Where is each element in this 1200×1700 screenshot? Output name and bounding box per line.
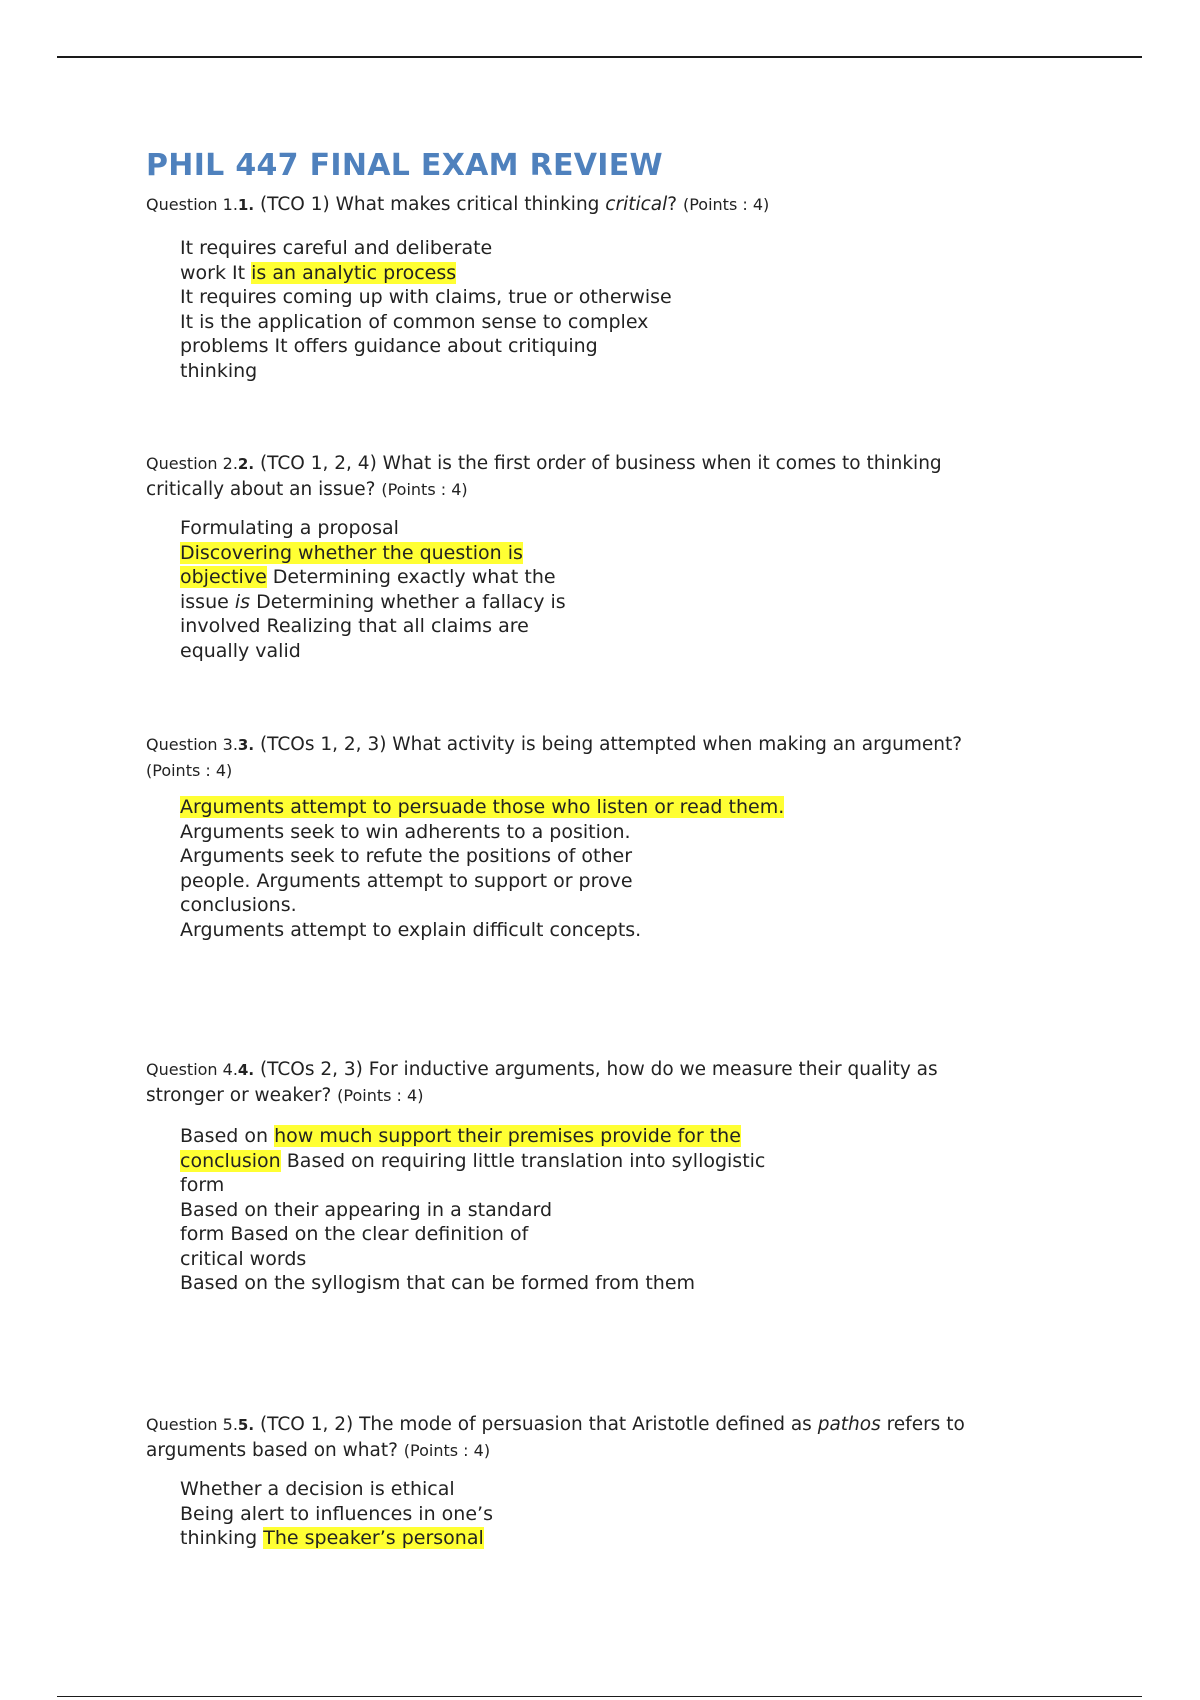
footer-rule bbox=[57, 1696, 1142, 1697]
answer-option: equally valid bbox=[180, 639, 301, 662]
question-2: Question 2.2. (TCO 1, 2, 4) What is the first order of business when it comes to thinking critically about an issue? (Points : 4) bbox=[146, 453, 942, 500]
answer-option: conclusions. bbox=[180, 894, 297, 916]
answer-option bbox=[180, 541, 566, 566]
answer-option: Based on how much support their premises provide for the bbox=[180, 1125, 741, 1147]
answer-list-1 bbox=[180, 236, 672, 383]
answer-option: form Based on the clear definition of bbox=[180, 1223, 529, 1245]
highlighted-answer: Discovering whether the question is bbox=[180, 541, 523, 564]
answer-list-4 bbox=[180, 1124, 765, 1296]
question-1: Question 1.1. (TCO 1) What makes critical thinking critical? (Points : 4) bbox=[146, 194, 770, 215]
answer-option: Being alert to influences in one’s bbox=[180, 1502, 493, 1525]
answer-option: Based on the syllogism that can be formed from them bbox=[180, 1272, 696, 1294]
highlighted-answer: The speaker’s personal bbox=[263, 1527, 484, 1549]
question-3: Question 3.3. (TCOs 1, 2, 3) What activity is being attempted when making an argument? (Points : 4) bbox=[146, 734, 963, 780]
question-4: Question 4.4. (TCOs 2, 3) For inductive arguments, how do we measure their quality as stronger or weaker? (Points : 4) bbox=[146, 1059, 938, 1106]
highlighted-answer: Arguments attempt to persuade those who listen or read them. bbox=[180, 796, 785, 818]
highlighted-answer: is an analytic process bbox=[251, 261, 457, 284]
answer-option: critical words bbox=[180, 1247, 307, 1270]
answer-option: Arguments seek to win adherents to a position. bbox=[180, 820, 631, 843]
answer-option: thinking bbox=[180, 359, 258, 382]
page-title: PHIL 447 FINAL EXAM REVIEW bbox=[146, 148, 663, 183]
answer-option: It is the application of common sense to complex bbox=[180, 310, 649, 333]
answer-option: problems It offers guidance about critiquing bbox=[180, 335, 598, 357]
answer-option: It requires coming up with claims, true or otherwise bbox=[180, 286, 672, 308]
answer-option: Whether a decision is ethical bbox=[180, 1478, 455, 1500]
answer-option: conclusion Based on requiring little translation into syllogistic bbox=[180, 1149, 766, 1172]
header-rule bbox=[57, 56, 1142, 58]
answer-option: work It is an analytic process bbox=[180, 261, 457, 284]
answer-option: objective Determining exactly what the bbox=[180, 566, 556, 588]
answer-option: Arguments attempt to explain difficult concepts. bbox=[180, 918, 642, 941]
answer-option: Based on their appearing in a standard bbox=[180, 1198, 553, 1221]
highlighted-answer: how much support their premises provide for the bbox=[274, 1125, 741, 1147]
answer-option: involved Realizing that all claims are bbox=[180, 615, 529, 637]
answer-option: Formulating a proposal bbox=[180, 517, 399, 539]
answer-option: Arguments seek to refute the positions of other bbox=[180, 845, 633, 867]
highlighted-answer: conclusion bbox=[180, 1149, 281, 1172]
answer-option: people. Arguments attempt to support or prove bbox=[180, 869, 633, 892]
answer-option: thinking The speaker’s personal bbox=[180, 1527, 484, 1549]
answer-list-2 bbox=[180, 516, 566, 663]
answer-option: issue is Determining whether a fallacy is bbox=[180, 590, 566, 613]
answer-option: form bbox=[180, 1174, 225, 1196]
answer-list-5 bbox=[180, 1477, 493, 1551]
answer-option: It requires careful and deliberate bbox=[180, 237, 493, 259]
answer-list-3 bbox=[180, 795, 784, 942]
question-5: Question 5.5. (TCO 1, 2) The mode of persuasion that Aristotle defined as pathos refers to arguments based on what? (Points : 4) bbox=[146, 1414, 965, 1461]
answer-option bbox=[180, 795, 784, 820]
highlighted-answer: objective bbox=[180, 566, 267, 588]
